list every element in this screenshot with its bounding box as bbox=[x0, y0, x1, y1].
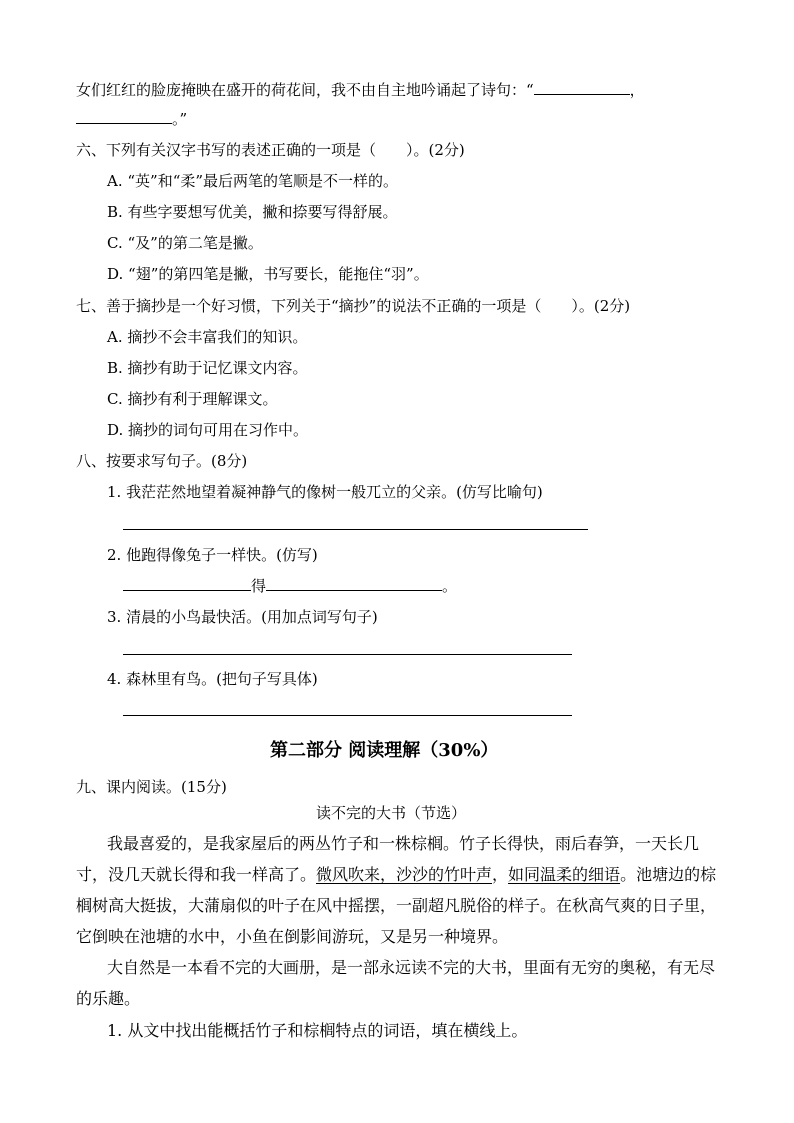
q6-option-a[interactable]: A. “英”和“柔”最后两笔的笔顺是不一样的。 bbox=[107, 172, 399, 190]
q6-stem: 六、下列有关汉字书写的表述正确的一项是（ ）。(2分) bbox=[76, 141, 465, 159]
q7-option-a[interactable]: A. 摘抄不会丰富我们的知识。 bbox=[107, 328, 308, 346]
q9-sub-question-1: 1. 从文中找出能概括竹子和棕榈特点的词语，填在横线上。 bbox=[107, 1021, 528, 1040]
q8-item-4-answer-line[interactable] bbox=[123, 715, 572, 716]
q8-item-2: 2. 他跑得像兔子一样快。(仿写) bbox=[107, 546, 318, 564]
intro-line-1 bbox=[76, 80, 645, 100]
q6-option-b[interactable]: B. 有些字要想写优美，撇和捺要写得舒展。 bbox=[107, 203, 398, 221]
intro-line-2 bbox=[76, 109, 187, 129]
q8-item-2-blank-2[interactable] bbox=[266, 576, 442, 591]
part2-title: 第二部分 阅读理解（30%） bbox=[270, 740, 499, 761]
passage-p1-line-2 bbox=[76, 865, 716, 885]
q9-stem: 九、课内阅读。(15分) bbox=[76, 778, 227, 796]
passage-title: 读不完的大书（节选） bbox=[316, 804, 467, 822]
q8-stem: 八、按要求写句子。(8分) bbox=[76, 452, 248, 470]
intro-line-2-end: 。” bbox=[172, 110, 188, 128]
intro-text: 女们红红的脸庞掩映在盛开的荷花间，我不由自主地吟诵起了诗句：“ bbox=[76, 81, 534, 99]
underlined-phrase-1: 微风吹来，沙沙的竹叶声 bbox=[316, 865, 493, 884]
q7-option-c[interactable]: C. 摘抄有利于理解课文。 bbox=[107, 390, 278, 408]
q7-stem: 七、善于摘抄是一个好习惯，下列关于“摘抄”的说法不正确的一项是（ ）。(2分) bbox=[76, 297, 631, 315]
passage-p1-line-4: 它倒映在池塘的水中，小鱼在倒影间游玩，又是另一种境界。 bbox=[76, 927, 509, 946]
underlined-phrase-2: 如同温柔的细语 bbox=[508, 865, 621, 884]
q8-item-3-answer-line[interactable] bbox=[123, 654, 572, 655]
q8-item-1: 1. 我茫茫然地望着凝神静气的像树一般兀立的父亲。(仿写比喻句) bbox=[107, 483, 543, 501]
q6-option-c[interactable]: C. “及”的第二笔是撇。 bbox=[107, 234, 263, 252]
q7-option-d[interactable]: D. 摘抄的词句可用在习作中。 bbox=[107, 421, 309, 439]
passage-text: 寸，没几天就长得和我一样高了。 bbox=[76, 865, 317, 884]
q8-item-2-answer-row bbox=[123, 576, 457, 596]
q6-option-d[interactable]: D. “翅”的第四笔是撇，书写要长，能拖住“羽”。 bbox=[107, 265, 429, 283]
passage-p2-line-2: 的乐趣。 bbox=[76, 989, 141, 1008]
q8-item-2-mid: 得 bbox=[251, 577, 267, 595]
q8-item-1-answer-line[interactable] bbox=[123, 529, 588, 530]
poem-blank-2[interactable] bbox=[76, 109, 172, 124]
q8-item-4: 4. 森林里有鸟。(把句子写具体) bbox=[107, 670, 318, 688]
poem-blank-1[interactable] bbox=[534, 80, 630, 95]
intro-comma: ， bbox=[629, 81, 645, 99]
q8-item-2-blank-1[interactable] bbox=[123, 576, 251, 591]
passage-p1-line-1: 我最喜爱的，是我家屋后的两丛竹子和一株棕榈。竹子长得快，雨后春笋，一天长几 bbox=[107, 834, 700, 853]
passage-text: ， bbox=[492, 865, 509, 884]
passage-text: 。池塘边的棕 bbox=[620, 865, 717, 884]
q7-option-b[interactable]: B. 摘抄有助于记忆课文内容。 bbox=[107, 359, 308, 377]
passage-p2-line-1: 大自然是一本看不完的大画册，是一部永远读不完的大书，里面有无穷的奥秘，有无尽 bbox=[107, 958, 716, 977]
q8-item-2-end: 。 bbox=[442, 577, 458, 595]
q8-item-3: 3. 清晨的小鸟最快活。(用加点词写句子) bbox=[107, 608, 378, 626]
passage-p1-line-3: 榈树高大挺拔，大蒲扇似的叶子在风中摇摆，一副超凡脱俗的样子。在秋高气爽的日子里， bbox=[76, 896, 717, 915]
